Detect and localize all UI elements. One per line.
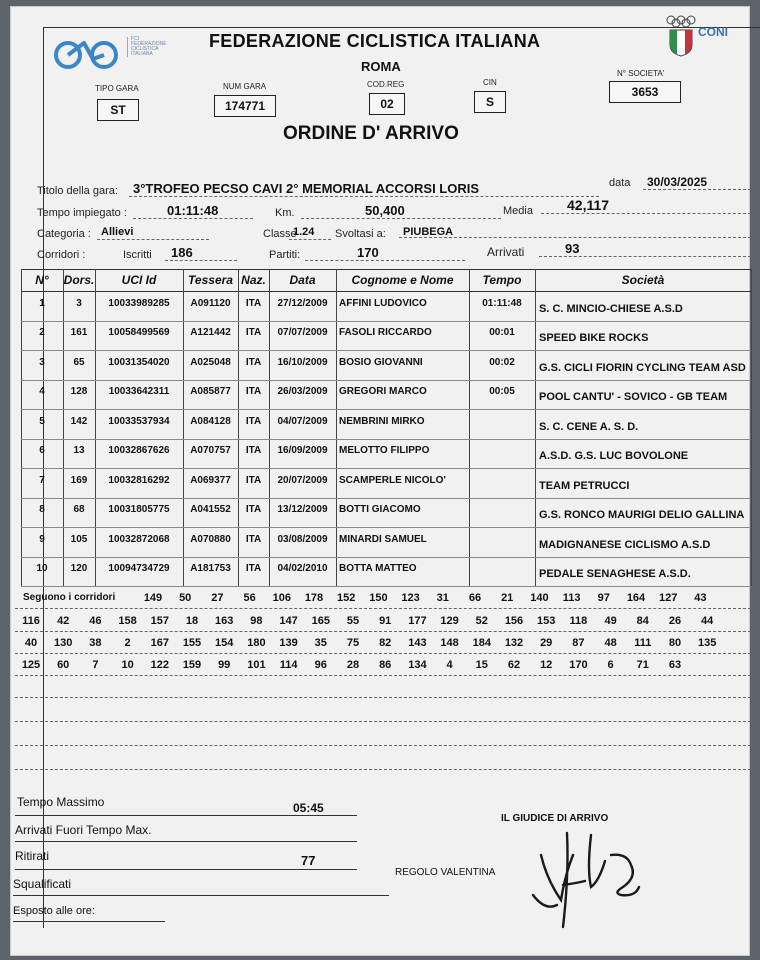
- table-cell-societa: POOL CANTU' - SOVICO - GB TEAM: [539, 391, 728, 403]
- doc-title: ORDINE D' ARRIVO: [283, 123, 459, 144]
- table-cell-tessera: A091120: [190, 297, 231, 309]
- table-header-cell: N°: [35, 273, 49, 287]
- race-time: 01:11:48: [167, 203, 219, 218]
- table-header-line: [21, 291, 751, 292]
- table-cell-societa: S. C. CENE A. S. D.: [539, 420, 639, 433]
- follower-number: 27: [211, 592, 224, 604]
- table-top-line: [21, 269, 751, 270]
- category-label: Categoria :: [37, 228, 91, 240]
- table-cell-uci: 10033537934: [108, 415, 170, 427]
- race-km: 50,400: [365, 203, 405, 218]
- race-venue: PIUBEGA: [403, 226, 454, 238]
- follower-number: 156: [504, 615, 524, 627]
- follower-number: 7: [92, 659, 99, 671]
- ritirati-line: [15, 869, 357, 870]
- table-col-line: [469, 269, 470, 586]
- table-header-cell: UCI Id: [121, 273, 157, 287]
- follower-number: 125: [21, 659, 41, 671]
- judge-name: REGOLO VALENTINA: [395, 867, 496, 878]
- table-cell-data: 13/12/2009: [277, 504, 328, 515]
- follower-number: 56: [243, 592, 256, 604]
- table-cell-tempo: 00:05: [489, 386, 515, 397]
- follower-number: 15: [475, 659, 488, 671]
- follower-number: 75: [346, 637, 360, 649]
- table-cell-dors: 120: [70, 563, 88, 574]
- tempo-max-line: [15, 815, 357, 816]
- followers-line: [15, 631, 751, 632]
- table-cell-naz: ITA: [245, 504, 262, 515]
- esposto-line: [13, 921, 165, 922]
- media-line: [541, 213, 751, 214]
- race-title-label: Titolo della gara:: [37, 185, 118, 197]
- follower-number: 148: [440, 637, 459, 649]
- follower-number: 178: [304, 592, 324, 604]
- table-cell-tessera: A084128: [190, 415, 231, 427]
- follower-number: 28: [346, 659, 360, 671]
- table-cell-n: 6: [39, 445, 45, 456]
- km-line: [301, 218, 501, 219]
- follower-number: 63: [668, 659, 682, 671]
- table-cell-societa: A.S.D. G.S. LUC BOVOLONE: [539, 450, 689, 462]
- follower-number: 154: [215, 637, 234, 649]
- table-cell-nome: MINARDI SAMUEL: [339, 533, 427, 545]
- follower-number: 167: [150, 637, 169, 649]
- follower-number: 12: [540, 659, 553, 671]
- table-cell-dors: 3: [76, 297, 82, 309]
- blank-line: [15, 697, 751, 698]
- squalificati-line: [13, 895, 389, 896]
- follower-number: 140: [530, 592, 549, 604]
- blank-line: [15, 745, 751, 746]
- table-cell-societa: G.S. CICLI FIORIN CYCLING TEAM ASD: [539, 361, 746, 374]
- date-label: data: [609, 177, 631, 189]
- table-cell-naz: ITA: [245, 445, 262, 456]
- blank-line: [15, 769, 751, 770]
- followers-line: [15, 653, 751, 654]
- table-cell-nome: MELOTTO FILIPPO: [339, 445, 430, 456]
- class-label: Classe: [263, 228, 297, 240]
- follower-number: 52: [475, 615, 488, 627]
- table-row-line: [21, 498, 751, 499]
- follower-number: 99: [218, 659, 231, 671]
- table-cell-data: 16/10/2009: [277, 356, 328, 368]
- race-arrivati: 93: [565, 241, 580, 256]
- fuori-tempo-label: Arrivati Fuori Tempo Max.: [15, 823, 152, 837]
- table-cell-tessera: A025048: [190, 356, 231, 368]
- follower-number: 116: [22, 615, 40, 627]
- table-cell-uci: 10033642311: [108, 386, 170, 397]
- follower-number: 66: [468, 592, 482, 604]
- follower-number: 170: [569, 659, 588, 671]
- follower-number: 155: [182, 637, 202, 649]
- time-label: Tempo impiegato :: [37, 207, 127, 219]
- italian-shield-icon: [669, 29, 693, 57]
- follower-number: 106: [272, 592, 291, 604]
- table-header-cell: Cognome e Nome: [351, 273, 454, 287]
- table-cell-naz: ITA: [245, 474, 262, 486]
- follower-number: 113: [562, 592, 581, 604]
- follower-number: 55: [346, 615, 360, 627]
- num-gara-label: NUM GARA: [223, 82, 267, 91]
- follower-number: 35: [314, 637, 327, 649]
- race-media: 42,117: [567, 197, 610, 213]
- follower-number: 80: [668, 637, 682, 649]
- federation-title: FEDERAZIONE CICLISTICA ITALIANA: [209, 31, 541, 51]
- table-row-line: [21, 557, 751, 558]
- table-cell-data: 04/07/2009: [277, 415, 328, 427]
- follower-number: 150: [369, 592, 388, 604]
- judge-signature-icon: [527, 825, 647, 935]
- table-cell-tessera: A041552: [190, 504, 231, 515]
- table-cell-naz: ITA: [245, 327, 262, 338]
- follower-number: 21: [501, 592, 514, 604]
- follower-number: 158: [118, 615, 137, 627]
- table-cell-tessera: A070757: [190, 445, 231, 456]
- follower-number: 62: [507, 659, 521, 671]
- table-cell-nome: BOSIO GIOVANNI: [339, 356, 423, 368]
- table-cell-uci: 10032867626: [108, 445, 170, 456]
- follower-number: 122: [150, 659, 169, 671]
- follower-number: 157: [150, 615, 169, 627]
- table-cell-societa: MADIGNANESE CICLISMO A.S.D: [539, 538, 711, 551]
- follower-number: 127: [659, 592, 678, 604]
- follower-number: 84: [636, 615, 649, 627]
- table-row-line: [21, 321, 751, 322]
- table-cell-dors: 13: [73, 445, 85, 456]
- follower-number: 71: [636, 659, 649, 671]
- table-col-line: [535, 269, 536, 586]
- tempo-max: 05:45: [293, 801, 324, 815]
- follower-number: 82: [379, 637, 392, 649]
- table-cell-data: 26/03/2009: [277, 386, 328, 397]
- table-cell-data: 07/07/2009: [277, 327, 328, 338]
- race-iscritti: 186: [171, 245, 193, 260]
- follower-number: 118: [569, 615, 588, 627]
- table-cell-tessera: A070880: [190, 533, 231, 545]
- follower-number: 10: [121, 659, 134, 671]
- follower-number: 2: [124, 637, 131, 649]
- num-societa-label: N° SOCIETA': [617, 69, 665, 78]
- num-societa-box: 3653: [609, 81, 681, 103]
- table-header-cell: Società: [621, 273, 665, 287]
- table-cell-tessera: A181753: [190, 563, 231, 574]
- arrivati-label: Arrivati: [487, 245, 525, 259]
- table-cell-n: 10: [36, 563, 48, 574]
- iscritti-line: [165, 260, 237, 261]
- follower-number: 164: [626, 592, 646, 604]
- table-cell-naz: ITA: [245, 386, 262, 397]
- table-header-cell: Tessera: [188, 273, 233, 287]
- table-cell-naz: ITA: [245, 533, 262, 545]
- fci-logo-icon: [51, 37, 123, 71]
- table-cell-n: 9: [39, 533, 45, 545]
- table-cell-tessera: A121442: [190, 327, 231, 338]
- follower-number: 111: [634, 637, 652, 649]
- table-cell-societa: S. C. MINCIO-CHIESE A.S.D: [539, 302, 683, 315]
- table-cell-dors: 105: [70, 533, 88, 545]
- table-cell-tempo: 00:01: [489, 327, 515, 338]
- table-cell-nome: BOTTI GIACOMO: [339, 504, 421, 515]
- table-cell-data: 27/12/2009: [277, 297, 328, 309]
- table-cell-n: 8: [39, 504, 45, 515]
- follower-number: 180: [247, 637, 266, 649]
- time-line: [133, 218, 253, 219]
- follower-number: 48: [604, 637, 617, 649]
- race-partiti: 170: [357, 245, 379, 260]
- race-category: Allievi: [101, 226, 134, 238]
- table-cell-uci: 10031354020: [108, 356, 170, 368]
- table-cell-nome: AFFINI LUDOVICO: [339, 297, 427, 309]
- table-cell-data: 16/09/2009: [277, 445, 328, 456]
- table-cell-nome: FASOLI RICCARDO: [339, 327, 432, 338]
- table-cell-societa: TEAM PETRUCCI: [539, 479, 630, 492]
- table-cell-n: 5: [39, 415, 45, 427]
- coni-rings-icon: [666, 15, 696, 27]
- km-label: Km.: [275, 207, 295, 219]
- table-header-cell: Naz.: [241, 273, 266, 287]
- iscritti-label: Iscritti: [123, 249, 152, 261]
- table-cell-dors: 169: [70, 474, 88, 486]
- table-cell-n: 1: [39, 297, 45, 309]
- table-cell-n: 4: [39, 386, 45, 397]
- race-class: 1.24: [293, 226, 315, 238]
- follower-number: 29: [540, 637, 553, 649]
- table-cell-naz: ITA: [245, 356, 262, 368]
- race-date: 30/03/2025: [647, 175, 708, 189]
- follower-number: 152: [337, 592, 356, 604]
- media-label: Media: [503, 205, 533, 217]
- follower-number: 134: [408, 659, 427, 671]
- tipo-gara-box: ST: [97, 99, 139, 121]
- follower-number: 42: [57, 615, 70, 627]
- follower-number: 43: [694, 592, 707, 604]
- table-cell-n: 3: [39, 356, 45, 368]
- table-cell-nome: GREGORI MARCO: [339, 386, 427, 397]
- fci-small-text: FCI FEDERAZIONE CICLISTICA ITALIANA: [127, 37, 167, 57]
- venue-line: [399, 237, 751, 238]
- follower-number: 130: [54, 637, 73, 649]
- table-row-line: [21, 409, 751, 410]
- table-row-line: [21, 350, 751, 351]
- table-cell-naz: ITA: [245, 415, 262, 427]
- follower-number: 96: [314, 659, 327, 671]
- follower-number: 46: [89, 615, 102, 627]
- followers-line: [15, 675, 751, 676]
- follower-number: 149: [143, 592, 163, 604]
- table-row-line: [21, 527, 751, 528]
- follower-number: 49: [604, 615, 617, 627]
- follower-number: 31: [436, 592, 449, 604]
- tempo-max-label: Tempo Massimo: [17, 795, 105, 809]
- table-cell-uci: 10031805775: [108, 504, 170, 515]
- ritirati-label: Ritirati: [15, 849, 50, 863]
- follower-number: 165: [311, 615, 330, 627]
- table-cell-uci: 10032872068: [108, 533, 170, 545]
- judge-label: IL GIUDICE DI ARRIVO: [501, 813, 609, 824]
- follower-number: 87: [572, 637, 585, 649]
- table-row-line: [21, 439, 751, 440]
- follower-number: 4: [446, 659, 453, 671]
- table-cell-uci: 10094734729: [108, 563, 170, 574]
- num-gara-box: 174771: [214, 95, 276, 117]
- table-cell-uci: 10058499569: [108, 327, 170, 338]
- follower-number: 135: [698, 637, 717, 649]
- table-header-cell: Dors.: [63, 273, 95, 287]
- arrivati-line: [539, 256, 751, 257]
- follower-number: 123: [401, 592, 420, 604]
- table-cell-nome: NEMBRINI MIRKO: [339, 415, 425, 427]
- follower-number: 147: [279, 615, 298, 627]
- fuori-tempo-line: [15, 841, 357, 842]
- esposto-label: Esposto alle ore:: [13, 905, 95, 917]
- table-row-line: [21, 380, 751, 381]
- blank-line: [15, 721, 751, 722]
- table-cell-dors: 128: [70, 386, 88, 397]
- table-cell-nome: SCAMPERLE NICOLO': [339, 474, 446, 486]
- cod-reg-label: COD.REG: [367, 80, 405, 89]
- table-cell-data: 04/02/2010: [277, 563, 328, 574]
- follower-number: 98: [250, 615, 263, 627]
- follower-number: 18: [185, 615, 199, 627]
- table-cell-tempo: 01:11:48: [482, 297, 522, 309]
- follower-number: 101: [247, 659, 266, 671]
- follower-number: 114: [279, 659, 298, 671]
- cin-label: CIN: [483, 78, 497, 87]
- table-header-cell: Tempo: [482, 273, 522, 287]
- table-row-line: [21, 468, 751, 469]
- venue-label: Svoltasi a:: [335, 228, 386, 240]
- follower-number: 159: [182, 659, 202, 671]
- partiti-label: Partiti:: [269, 249, 301, 261]
- table-cell-data: 03/08/2009: [277, 533, 328, 545]
- follower-number: 44: [701, 615, 714, 627]
- follower-number: 153: [537, 615, 556, 627]
- date-line: [643, 189, 751, 190]
- follower-number: 129: [440, 615, 459, 627]
- tipo-gara-label: TIPO GARA: [95, 84, 139, 93]
- table-cell-naz: ITA: [245, 297, 262, 309]
- follower-number: 163: [215, 615, 234, 627]
- table-row-line: [21, 586, 751, 587]
- squalificati-label: Squalificati: [13, 877, 72, 891]
- table-cell-dors: 161: [70, 327, 88, 338]
- table-cell-n: 2: [39, 327, 45, 338]
- follower-number: 38: [89, 637, 102, 649]
- table-cell-tessera: A069377: [190, 474, 231, 486]
- follower-number: 184: [472, 637, 491, 649]
- follower-number: 86: [379, 659, 392, 671]
- cod-reg-box: 02: [369, 93, 405, 115]
- class-line: [289, 239, 331, 240]
- followers-line: [15, 608, 751, 609]
- table-header-cell: Data: [289, 273, 316, 287]
- followers-label: Seguono i corridori: [23, 592, 116, 603]
- follower-number: 139: [279, 637, 298, 649]
- result-sheet: [10, 6, 750, 956]
- ritirati: 77: [301, 853, 316, 868]
- table-cell-uci: 10032816292: [108, 474, 170, 486]
- table-cell-societa: PEDALE SENAGHESE A.S.D.: [539, 568, 691, 580]
- follower-number: 60: [57, 659, 70, 671]
- cin-box: S: [474, 91, 506, 113]
- city: ROMA: [361, 59, 401, 74]
- follower-number: 91: [379, 615, 392, 627]
- follower-number: 6: [607, 659, 614, 671]
- coni-label: CONI: [698, 25, 728, 39]
- follower-number: 132: [504, 637, 524, 649]
- riders-label: Corridori :: [37, 249, 86, 261]
- partiti-line: [305, 260, 465, 261]
- table-cell-uci: 10033989285: [108, 297, 170, 309]
- follower-number: 97: [597, 592, 610, 604]
- table-cell-societa: SPEED BIKE ROCKS: [539, 332, 649, 344]
- table-cell-dors: 142: [70, 415, 88, 427]
- follower-number: 50: [179, 592, 192, 604]
- table-cell-naz: ITA: [245, 563, 262, 574]
- follower-number: 177: [408, 615, 427, 627]
- table-cell-nome: BOTTA MATTEO: [339, 563, 417, 574]
- table-cell-tessera: A085877: [190, 386, 231, 397]
- table-cell-dors: 68: [73, 504, 85, 515]
- follower-number: 26: [668, 615, 682, 627]
- table-cell-data: 20/07/2009: [277, 474, 328, 486]
- table-cell-n: 7: [39, 474, 45, 486]
- table-cell-societa: G.S. RONCO MAURIGI DELIO GALLINA: [539, 509, 745, 521]
- category-line: [97, 239, 209, 240]
- table-cell-tempo: 00:02: [489, 356, 515, 368]
- follower-number: 143: [408, 637, 427, 649]
- table-col-line: [336, 269, 337, 586]
- race-title-line: [129, 196, 599, 197]
- race-title: 3°TROFEO PECSO CAVI 2° MEMORIAL ACCORSI LORIS: [133, 181, 480, 196]
- table-cell-dors: 65: [73, 356, 85, 368]
- follower-number: 40: [24, 637, 38, 649]
